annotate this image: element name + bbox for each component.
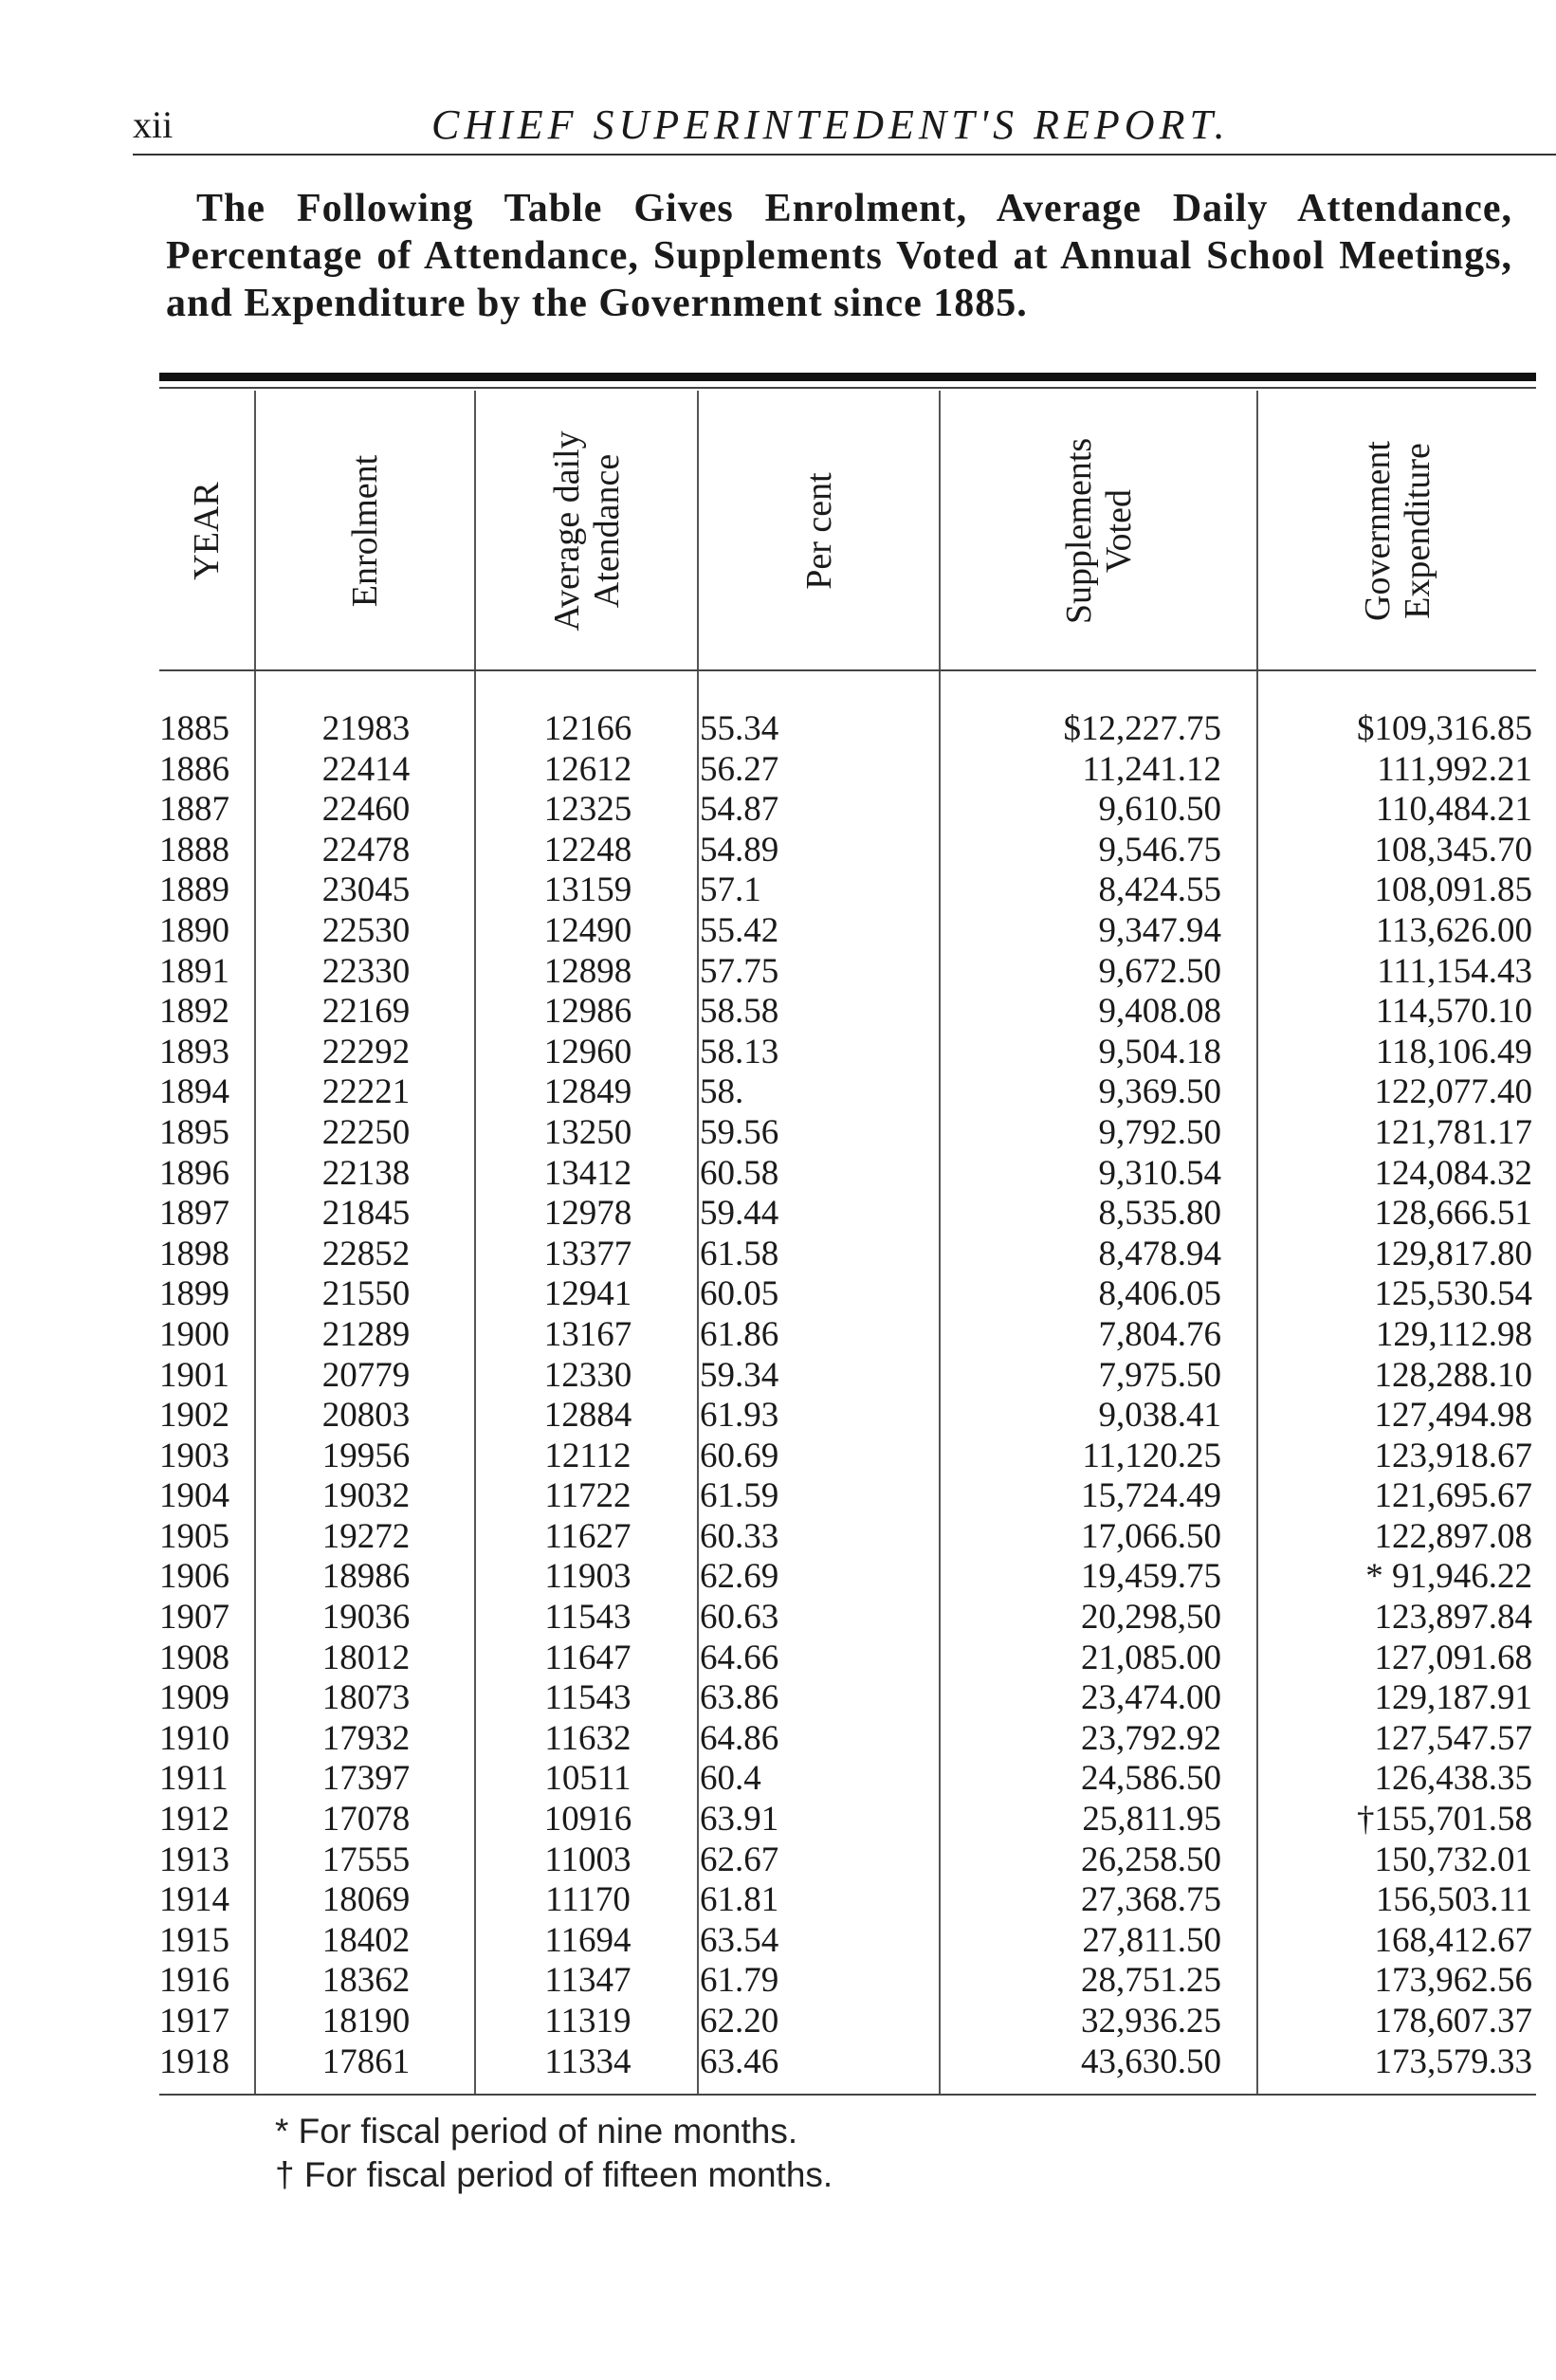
cell-supplements: 9,546.75 (1098, 830, 1221, 870)
page-number: xii (133, 103, 174, 146)
header-enrolment (256, 398, 474, 664)
table-row (159, 1072, 1536, 1113)
cell-percent: 54.87 (700, 790, 779, 830)
cell-average-attendance: 12330 (543, 1355, 632, 1395)
cell-enrolment: 17555 (321, 1840, 411, 1879)
cell-year: 1885 (159, 709, 229, 748)
cell-percent: 60.4 (700, 1759, 761, 1799)
cell-supplements: 9,792.50 (1098, 1112, 1221, 1152)
cell-enrolment: 22852 (321, 1234, 411, 1273)
cell-year: 1901 (159, 1355, 229, 1395)
cell-percent: 60.69 (700, 1436, 779, 1475)
cell-enrolment: 22138 (321, 1153, 411, 1193)
table-top-thick-rule (159, 373, 1536, 381)
cell-enrolment: 18190 (321, 2002, 411, 2041)
cell-enrolment: 22169 (321, 992, 411, 1032)
cell-year: 1895 (159, 1112, 229, 1152)
cell-average-attendance: 13412 (543, 1153, 632, 1193)
cell-percent: 64.66 (700, 1638, 779, 1677)
table-row (159, 1517, 1536, 1558)
cell-supplements: $12,227.75 (1063, 709, 1221, 748)
table-row (159, 1759, 1536, 1800)
cell-percent: 60.58 (700, 1153, 779, 1193)
cell-government: 173,579.33 (1374, 2041, 1532, 2081)
cell-government: * 91,946.22 (1365, 1557, 1532, 1597)
footnote-fifteen-months: † For fiscal period of fifteen months. (275, 2155, 833, 2194)
cell-government: 114,570.10 (1375, 992, 1532, 1032)
header-supplements (941, 398, 1256, 664)
cell-government: 129,817.80 (1374, 1234, 1532, 1273)
cell-enrolment: 18069 (321, 1880, 411, 1920)
cell-enrolment: 22460 (321, 790, 411, 830)
header-rule (133, 154, 1556, 156)
header-government-line1: Government (1357, 441, 1398, 621)
header-percent-label: Per cent (798, 472, 839, 590)
table-row (159, 1800, 1536, 1840)
cell-percent: 56.27 (700, 749, 779, 789)
cell-percent: 55.34 (700, 709, 779, 748)
cell-average-attendance: 12884 (543, 1396, 632, 1436)
cell-government: $109,316.85 (1357, 709, 1532, 748)
cell-year: 1911 (159, 1759, 229, 1799)
cell-average-attendance: 11170 (545, 1880, 631, 1920)
cell-year: 1887 (159, 790, 229, 830)
cell-enrolment: 21845 (321, 1194, 411, 1234)
cell-government: 108,345.70 (1374, 830, 1532, 870)
cell-government: 168,412.67 (1374, 1920, 1532, 1960)
cell-average-attendance: 11903 (544, 1557, 632, 1597)
cell-year: 1909 (159, 1678, 229, 1718)
cell-average-attendance: 12612 (543, 749, 632, 789)
cell-enrolment: 22250 (321, 1112, 411, 1152)
table-row (159, 2042, 1536, 2083)
cell-average-attendance: 10916 (543, 1800, 632, 1840)
cell-year: 1907 (159, 1598, 229, 1638)
cell-percent: 61.81 (700, 1880, 779, 1920)
header-government-line2: Expenditure (1397, 443, 1437, 619)
cell-average-attendance: 13159 (543, 870, 632, 910)
cell-supplements: 17,066.50 (1081, 1516, 1221, 1556)
cell-government: 127,494.98 (1374, 1396, 1532, 1436)
cell-average-attendance: 11694 (544, 1920, 632, 1960)
cell-supplements: 9,038.41 (1098, 1396, 1221, 1436)
cell-enrolment: 20779 (321, 1355, 411, 1395)
header-bottom-rule (159, 669, 1536, 671)
cell-supplements: 9,672.50 (1098, 951, 1221, 991)
cell-average-attendance: 11347 (544, 1961, 632, 2001)
header-percent (699, 398, 939, 664)
cell-government: 156,503.11 (1375, 1880, 1532, 1920)
table-row (159, 1961, 1536, 2002)
table-row (159, 1598, 1536, 1639)
cell-supplements: 8,478.94 (1098, 1234, 1221, 1273)
cell-enrolment: 21289 (321, 1314, 411, 1354)
cell-enrolment: 18986 (321, 1557, 411, 1597)
cell-government: 173,962.56 (1374, 1961, 1532, 2001)
cell-average-attendance: 11319 (544, 2002, 632, 2041)
cell-year: 1902 (159, 1396, 229, 1436)
cell-government: 108,091.85 (1374, 870, 1532, 910)
cell-year: 1913 (159, 1840, 229, 1879)
cell-year: 1886 (159, 749, 229, 789)
cell-percent: 59.56 (700, 1112, 779, 1152)
header-year (159, 398, 254, 664)
table-row (159, 1557, 1536, 1598)
cell-percent: 61.93 (700, 1396, 779, 1436)
cell-enrolment: 20803 (321, 1396, 411, 1436)
cell-government: 113,626.00 (1375, 910, 1532, 950)
cell-enrolment: 17861 (321, 2041, 411, 2081)
cell-year: 1888 (159, 830, 229, 870)
header-government (1258, 398, 1536, 664)
cell-government: 110,484.21 (1375, 790, 1532, 830)
cell-supplements: 11,120.25 (1082, 1436, 1221, 1475)
cell-year: 1915 (159, 1920, 229, 1960)
cell-supplements: 23,792.92 (1081, 1718, 1221, 1758)
cell-percent: 59.44 (700, 1194, 779, 1234)
cell-enrolment: 21983 (321, 709, 411, 748)
cell-average-attendance: 13250 (543, 1112, 632, 1152)
cell-supplements: 19,459.75 (1081, 1557, 1221, 1597)
cell-government: †155,701.58 (1357, 1800, 1532, 1840)
cell-percent: 61.86 (700, 1314, 779, 1354)
cell-enrolment: 23045 (321, 870, 411, 910)
cell-supplements: 26,258.50 (1081, 1840, 1221, 1879)
cell-percent: 59.34 (700, 1355, 779, 1395)
header-year-label: YEAR (187, 482, 227, 580)
cell-year: 1908 (159, 1638, 229, 1677)
cell-supplements: 7,975.50 (1098, 1355, 1221, 1395)
table-row (159, 1154, 1536, 1195)
cell-supplements: 9,408.08 (1098, 992, 1221, 1032)
cell-average-attendance: 12849 (543, 1072, 632, 1112)
cell-government: 126,438.35 (1374, 1759, 1532, 1799)
cell-year: 1891 (159, 951, 229, 991)
table-row (159, 1396, 1536, 1437)
cell-enrolment: 21550 (321, 1274, 411, 1314)
table-row (159, 1274, 1536, 1315)
cell-supplements: 9,504.18 (1098, 1032, 1221, 1071)
cell-supplements: 20,298,50 (1081, 1598, 1221, 1638)
table-row (159, 1476, 1536, 1517)
table-row (159, 1880, 1536, 1921)
cell-percent: 61.59 (700, 1476, 779, 1516)
table-row (159, 911, 1536, 952)
cell-government: 121,781.17 (1374, 1112, 1532, 1152)
table-row (159, 2002, 1536, 2042)
cell-year: 1905 (159, 1516, 229, 1556)
table-row (159, 1113, 1536, 1154)
cell-year: 1897 (159, 1194, 229, 1234)
cell-average-attendance: 12490 (543, 910, 632, 950)
cell-enrolment: 18073 (321, 1678, 411, 1718)
cell-average-attendance: 11627 (544, 1516, 632, 1556)
cell-enrolment: 19956 (321, 1436, 411, 1475)
cell-average-attendance: 10511 (544, 1759, 632, 1799)
cell-percent: 63.46 (700, 2041, 779, 2081)
cell-average-attendance: 11632 (544, 1718, 632, 1758)
cell-year: 1900 (159, 1314, 229, 1354)
cell-year: 1918 (159, 2041, 229, 2081)
cell-government: 129,187.91 (1374, 1678, 1532, 1718)
cell-year: 1899 (159, 1274, 229, 1314)
table-row (159, 1356, 1536, 1397)
cell-average-attendance: 12248 (543, 830, 632, 870)
table-row (159, 952, 1536, 993)
cell-supplements: 11,241.12 (1082, 749, 1221, 789)
cell-enrolment: 22530 (321, 910, 411, 950)
table-bottom-rule (159, 2094, 1536, 2096)
cell-average-attendance: 12941 (543, 1274, 632, 1314)
cell-percent: 64.86 (700, 1718, 779, 1758)
cell-percent: 61.79 (700, 1961, 779, 2001)
cell-supplements: 28,751.25 (1081, 1961, 1221, 2001)
cell-enrolment: 18402 (321, 1920, 411, 1960)
cell-government: 128,666.51 (1374, 1194, 1532, 1234)
cell-enrolment: 19032 (321, 1476, 411, 1516)
cell-average-attendance: 11647 (544, 1638, 632, 1677)
table-row (159, 1033, 1536, 1073)
table-row (159, 1235, 1536, 1275)
cell-average-attendance: 12166 (543, 709, 632, 748)
cell-average-attendance: 12112 (544, 1436, 632, 1475)
table-row (159, 1921, 1536, 1962)
running-head (133, 95, 1536, 152)
cell-average-attendance: 11722 (544, 1476, 632, 1516)
cell-year: 1903 (159, 1436, 229, 1475)
cell-year: 1906 (159, 1557, 229, 1597)
cell-supplements: 21,085.00 (1081, 1638, 1221, 1677)
header-supplements-line1: Supplements (1058, 437, 1099, 625)
cell-percent: 63.54 (700, 1920, 779, 1960)
cell-government: 150,732.01 (1374, 1840, 1532, 1879)
cell-enrolment: 22330 (321, 951, 411, 991)
cell-percent: 62.67 (700, 1840, 779, 1879)
table-body (159, 709, 1536, 2082)
cell-year: 1914 (159, 1880, 229, 1920)
table-row (159, 1719, 1536, 1760)
cell-percent: 57.75 (700, 951, 779, 991)
cell-year: 1890 (159, 910, 229, 950)
cell-government: 121,695.67 (1374, 1476, 1532, 1516)
cell-supplements: 23,474.00 (1081, 1678, 1221, 1718)
cell-enrolment: 22414 (321, 749, 411, 789)
cell-government: 178,607.37 (1374, 2002, 1532, 2041)
cell-enrolment: 17932 (321, 1718, 411, 1758)
cell-supplements: 15,724.49 (1081, 1476, 1221, 1516)
cell-average-attendance: 12960 (543, 1032, 632, 1071)
cell-percent: 61.58 (700, 1234, 779, 1273)
cell-average-attendance: 11543 (544, 1678, 632, 1718)
cell-year: 1912 (159, 1800, 229, 1840)
cell-government: 118,106.49 (1375, 1032, 1532, 1071)
header-enrolment-label: Enrolment (345, 454, 385, 608)
cell-supplements: 8,424.55 (1098, 870, 1221, 910)
table-row (159, 1437, 1536, 1477)
cell-average-attendance: 12986 (543, 992, 632, 1032)
footnotes (275, 2110, 833, 2197)
cell-enrolment: 18362 (321, 1961, 411, 2001)
cell-year: 1917 (159, 2002, 229, 2041)
cell-supplements: 7,804.76 (1098, 1314, 1221, 1354)
cell-government: 122,077.40 (1374, 1072, 1532, 1112)
cell-average-attendance: 12978 (543, 1194, 632, 1234)
cell-percent: 55.42 (700, 910, 779, 950)
cell-supplements: 27,811.50 (1082, 1920, 1221, 1960)
table-row (159, 1639, 1536, 1679)
cell-supplements: 27,368.75 (1081, 1880, 1221, 1920)
table-row (159, 870, 1536, 911)
cell-percent: 58. (700, 1072, 744, 1112)
cell-government: 111,992.21 (1377, 749, 1532, 789)
cell-year: 1904 (159, 1476, 229, 1516)
header-average-line2: Atendance (586, 453, 627, 609)
running-title: CHIEF SUPERINTEDENT'S REPORT. (431, 101, 1230, 148)
cell-supplements: 32,936.25 (1081, 2002, 1221, 2041)
cell-average-attendance: 12325 (543, 790, 632, 830)
cell-government: 123,918.67 (1374, 1436, 1532, 1475)
cell-enrolment: 22292 (321, 1032, 411, 1071)
cell-year: 1893 (159, 1032, 229, 1071)
cell-government: 125,530.54 (1374, 1274, 1532, 1314)
table-caption: The Following Table Gives Enrolment, Average Daily Attendance, Percentage of Attendance, Supplements Voted at Annual School Meetings, and Expenditure by the Government since 1885. (166, 187, 1512, 325)
cell-year: 1889 (159, 870, 229, 910)
cell-supplements: 9,610.50 (1098, 790, 1221, 830)
cell-government: 128,288.10 (1374, 1355, 1532, 1395)
cell-percent: 57.1 (700, 870, 761, 910)
header-average-line1: Average daily (546, 430, 587, 632)
header-supplements-line2: Voted (1098, 489, 1139, 573)
table-row (159, 831, 1536, 871)
cell-average-attendance: 11334 (544, 2041, 632, 2081)
cell-enrolment: 17397 (321, 1759, 411, 1799)
cell-government: 127,091.68 (1374, 1638, 1532, 1677)
cell-supplements: 8,406.05 (1098, 1274, 1221, 1314)
cell-percent: 62.69 (700, 1557, 779, 1597)
table-row (159, 1678, 1536, 1719)
cell-average-attendance: 11003 (544, 1840, 632, 1879)
cell-supplements: 8,535.80 (1098, 1194, 1221, 1234)
table-row (159, 709, 1536, 750)
cell-average-attendance: 13167 (543, 1314, 632, 1354)
cell-year: 1894 (159, 1072, 229, 1112)
cell-enrolment: 18012 (321, 1638, 411, 1677)
cell-percent: 63.91 (700, 1800, 779, 1840)
cell-percent: 58.58 (700, 992, 779, 1032)
header-average-label (547, 430, 627, 631)
table-row (159, 992, 1536, 1033)
cell-average-attendance: 11543 (544, 1598, 632, 1638)
cell-supplements: 25,811.95 (1082, 1800, 1221, 1840)
cell-year: 1892 (159, 992, 229, 1032)
cell-enrolment: 22478 (321, 830, 411, 870)
cell-government: 122,897.08 (1374, 1516, 1532, 1556)
cell-government: 123,897.84 (1374, 1598, 1532, 1638)
table-row (159, 1315, 1536, 1356)
header-supplements-label (1059, 438, 1139, 624)
cell-year: 1910 (159, 1718, 229, 1758)
cell-percent: 60.63 (700, 1598, 779, 1638)
footnote-nine-months: * For fiscal period of nine months. (275, 2112, 798, 2151)
cell-supplements: 43,630.50 (1081, 2041, 1221, 2081)
cell-supplements: 24,586.50 (1081, 1759, 1221, 1799)
cell-government: 124,084.32 (1374, 1153, 1532, 1193)
cell-percent: 54.89 (700, 830, 779, 870)
cell-enrolment: 22221 (321, 1072, 411, 1112)
cell-supplements: 9,347.94 (1098, 910, 1221, 950)
table-row (159, 1840, 1536, 1881)
cell-percent: 63.86 (700, 1678, 779, 1718)
header-average-attendance (476, 398, 697, 664)
cell-enrolment: 17078 (321, 1800, 411, 1840)
cell-government: 111,154.43 (1377, 951, 1532, 991)
cell-year: 1898 (159, 1234, 229, 1273)
cell-enrolment: 19272 (321, 1516, 411, 1556)
cell-average-attendance: 12898 (543, 951, 632, 991)
cell-government: 127,547.57 (1374, 1718, 1532, 1758)
cell-percent: 60.05 (700, 1274, 779, 1314)
cell-enrolment: 19036 (321, 1598, 411, 1638)
cell-percent: 58.13 (700, 1032, 779, 1071)
table-row (159, 790, 1536, 831)
cell-year: 1896 (159, 1153, 229, 1193)
cell-supplements: 9,310.54 (1098, 1153, 1221, 1193)
cell-average-attendance: 13377 (543, 1234, 632, 1273)
cell-supplements: 9,369.50 (1098, 1072, 1221, 1112)
cell-percent: 60.33 (700, 1516, 779, 1556)
table-row (159, 750, 1536, 791)
cell-percent: 62.20 (700, 2002, 779, 2041)
header-government-label (1358, 441, 1437, 621)
cell-year: 1916 (159, 1961, 229, 2001)
cell-government: 129,112.98 (1375, 1314, 1532, 1354)
table-top-thin-rule (159, 387, 1536, 389)
table-row (159, 1194, 1536, 1235)
